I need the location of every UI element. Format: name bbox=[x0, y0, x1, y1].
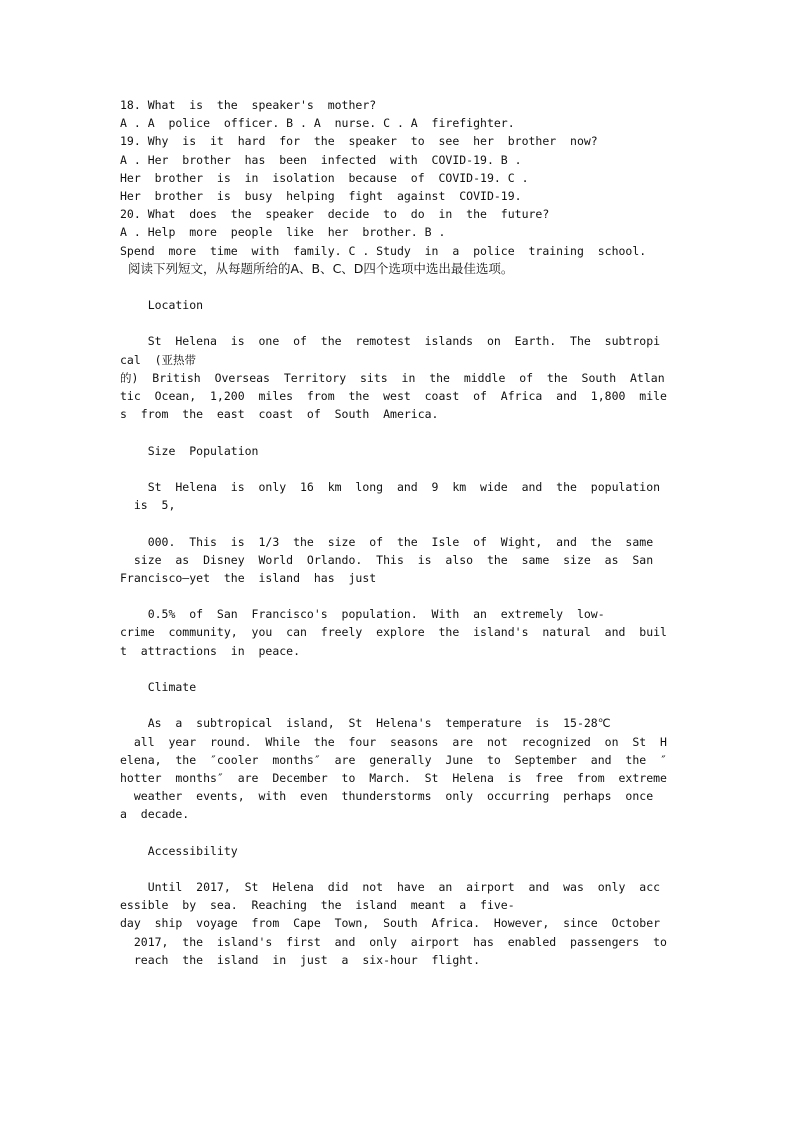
question-19: 19. Why is it hard for the speaker to see her brother now? bbox=[120, 134, 598, 149]
size-line: 0.5% of San Francisco's population. With an extremely low- bbox=[120, 607, 605, 622]
size-line: t attractions in peace. bbox=[120, 643, 301, 658]
accessibility-line: day ship voyage from Cape Town, South Africa. However, since October bbox=[120, 916, 661, 931]
spacer bbox=[120, 423, 676, 441]
accessibility-line: 2017, the island's first and only airport has enabled passengers to bbox=[120, 934, 667, 949]
climate-line: a decade. bbox=[120, 807, 190, 822]
section-heading-accessibility: Accessibility bbox=[120, 843, 238, 858]
question-20-option-a: A . Help more people like her brother. B . bbox=[120, 225, 446, 240]
climate-line: all year round. While the four seasons are not recognized on St H bbox=[120, 734, 667, 749]
spacer bbox=[120, 824, 676, 842]
accessibility-line: Until 2017, St Helena did not have an airport and was only acc bbox=[120, 880, 661, 895]
spacer bbox=[120, 696, 676, 714]
section-heading-size-population: Size Population bbox=[120, 443, 259, 458]
accessibility-line: reach the island in just a six-hour flight. bbox=[120, 952, 481, 967]
section-heading-climate: Climate bbox=[120, 680, 197, 694]
spacer bbox=[120, 278, 676, 296]
question-18: 18. What is the speaker's mother? bbox=[120, 98, 377, 112]
spacer bbox=[120, 660, 676, 678]
climate-line: hotter months″ are December to March. St Helena is free from extreme bbox=[120, 770, 667, 785]
location-line: 的) British Overseas Territory sits in the middle of the South Atlan bbox=[120, 370, 665, 385]
spacer bbox=[120, 514, 676, 532]
question-19-option-a: A . Her brother has been infected with COVID-19. B . bbox=[120, 152, 522, 167]
climate-line: As a subtropical island, St Helena's temperature is 15-28℃ bbox=[120, 716, 611, 731]
question-20: 20. What does the speaker decide to do in the future? bbox=[120, 207, 550, 222]
question-19-option-c: Her brother is busy helping fight against COVID-19. bbox=[120, 188, 522, 203]
size-line: St Helena is only 16 km long and 9 km wide and the population bbox=[120, 479, 661, 494]
reading-instruction: 阅读下列短文，从每题所给的A、B、C、D四个选项中选出最佳选项。 bbox=[120, 260, 514, 276]
spacer bbox=[120, 460, 676, 478]
location-line: tic Ocean, 1,200 miles from the west coast of Africa and 1,800 mile bbox=[120, 389, 667, 403]
size-line: size as Disney World Orlando. This is also the same size as San bbox=[120, 552, 654, 567]
location-line: s from the east coast of South America. bbox=[120, 407, 439, 422]
size-line: crime community, you can freely explore the island's natural and buil bbox=[120, 625, 667, 640]
size-line: is 5, bbox=[120, 498, 176, 513]
size-line: 000. This is 1/3 the size of the Isle of Wight, and the same bbox=[120, 534, 654, 549]
section-heading-location: Location bbox=[120, 298, 204, 313]
accessibility-line: essible by sea. Reaching the island meant a five- bbox=[120, 898, 515, 913]
location-line: St Helena is one of the remotest islands on Earth. The subtropi bbox=[120, 334, 661, 349]
document-body bbox=[120, 96, 676, 969]
question-20-option-bc: Spend more time with family. C . Study in a police training school. bbox=[120, 243, 647, 258]
climate-line: weather events, with even thunderstorms only occurring perhaps once bbox=[120, 789, 654, 804]
question-18-options: A . A police officer. B . A nurse. C . A firefighter. bbox=[120, 116, 515, 131]
question-19-option-b: Her brother is in isolation because of COVID-19. C . bbox=[120, 170, 529, 185]
climate-line: elena, the ″cooler months″ are generally June to September and the ″ bbox=[120, 752, 667, 767]
spacer bbox=[120, 314, 676, 332]
size-line: Francisco—yet the island has just bbox=[120, 570, 377, 585]
spacer bbox=[120, 860, 676, 878]
spacer bbox=[120, 587, 676, 605]
location-line: cal (亚热带 bbox=[120, 352, 197, 367]
